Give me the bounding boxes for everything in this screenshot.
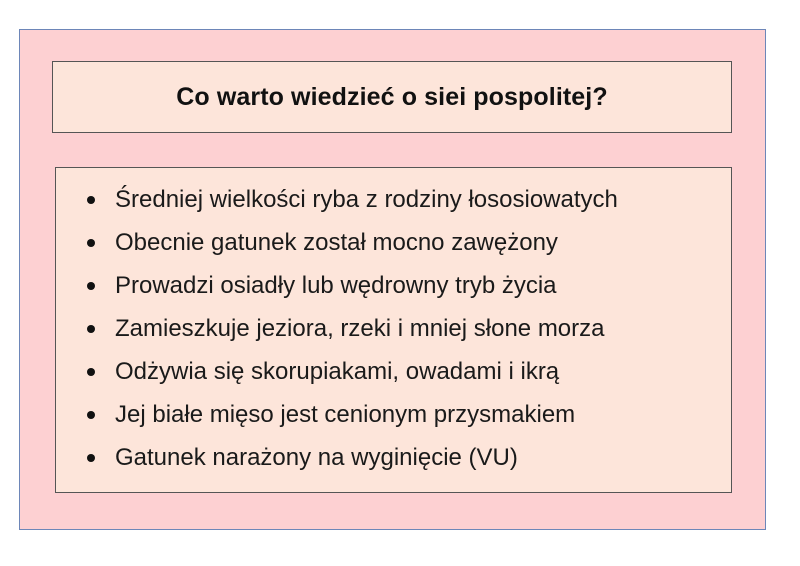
list-item xyxy=(56,436,731,479)
fact-text: Średniej wielkości ryba z rodziny łososiowatych xyxy=(115,185,618,213)
bullet-icon xyxy=(87,454,95,462)
fact-text: Gatunek narażony na wyginięcie (VU) xyxy=(115,443,518,471)
list-item xyxy=(56,393,731,436)
list-item xyxy=(56,264,731,307)
title-box xyxy=(52,61,732,133)
fact-text: Obecnie gatunek został mocno zawężony xyxy=(115,228,558,256)
facts-list xyxy=(56,178,731,479)
fact-text: Jej białe mięso jest cenionym przysmakiem xyxy=(115,400,576,428)
fact-text: Zamieszkuje jeziora, rzeki i mniej słone morza xyxy=(115,314,605,342)
bullet-icon xyxy=(87,325,95,333)
bullet-icon xyxy=(87,239,95,247)
facts-box xyxy=(55,167,732,493)
list-item xyxy=(56,350,731,393)
list-item xyxy=(56,307,731,350)
bullet-icon xyxy=(87,368,95,376)
fact-text: Odżywia się skorupiakami, owadami i ikrą xyxy=(115,357,560,385)
bullet-icon xyxy=(87,282,95,290)
fact-text: Prowadzi osiadły lub wędrowny tryb życia xyxy=(115,271,557,299)
list-item xyxy=(56,221,731,264)
bullet-icon xyxy=(87,411,95,419)
page-title: Co warto wiedzieć o siei pospolitej? xyxy=(176,82,608,111)
list-item xyxy=(56,178,731,221)
bullet-icon xyxy=(87,196,95,204)
